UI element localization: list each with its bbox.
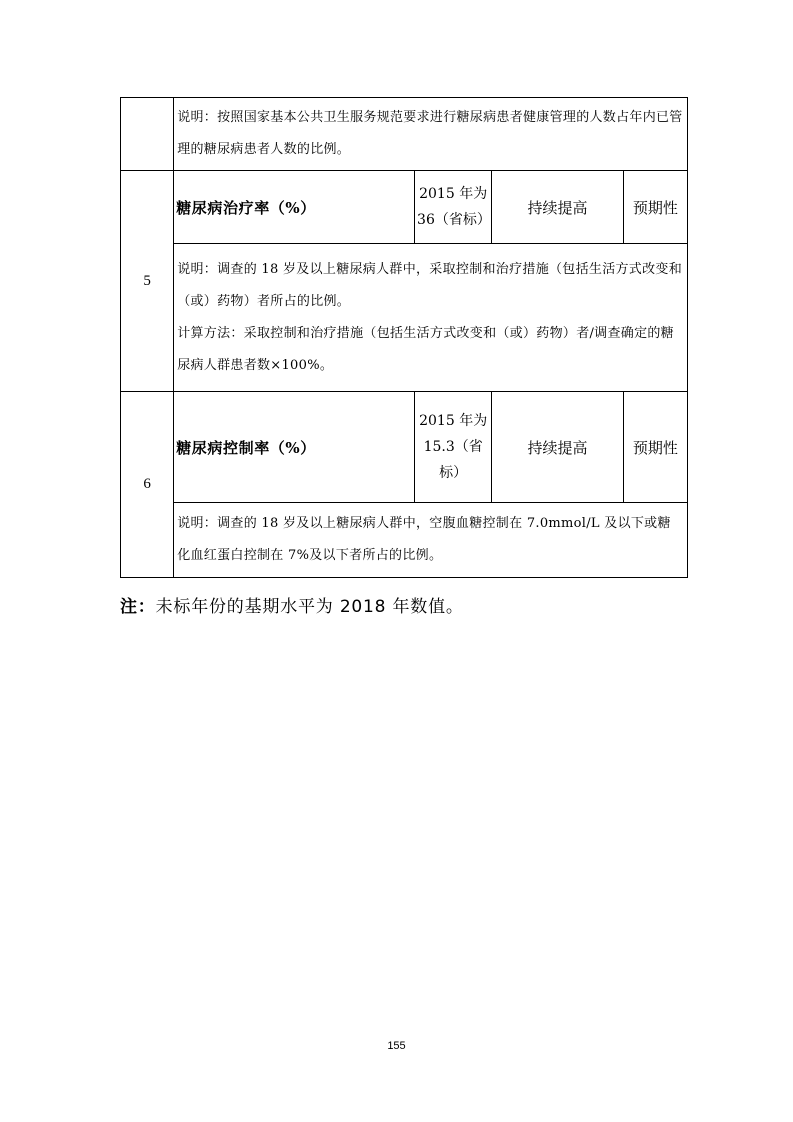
indicator-name: 糖尿病治疗率（%）: [174, 171, 415, 244]
table-row: [121, 392, 688, 503]
description-line: 计算方法：采取控制和治疗措施（包括生活方式改变和（或）药物）者/调查确定的糖尿病人群患者数×100%。: [177, 325, 674, 373]
footnote-text: 未标年份的基期水平为 2018 年数值。: [155, 597, 464, 617]
table-row: [121, 171, 688, 244]
indicator-name: 糖尿病控制率（%）: [174, 392, 415, 503]
indicator-baseline: 2015 年为 36（省标）: [415, 171, 492, 244]
row-description: [174, 503, 688, 578]
table-row: [121, 98, 688, 171]
description-line: 说明：按照国家基本公共卫生服务规范要求进行糖尿病患者健康管理的人数占年内已管理的糖尿病患者人数的比例。: [177, 110, 683, 157]
row-number: [121, 98, 174, 171]
indicator-table: [120, 97, 688, 578]
row-number: 6: [121, 392, 174, 578]
indicator-baseline: 2015 年为 15.3（省标）: [415, 392, 492, 503]
page-number: 155: [387, 1040, 406, 1052]
indicator-target: 持续提高: [492, 392, 623, 503]
indicator-type: 预期性: [623, 392, 687, 503]
indicator-type: 预期性: [623, 171, 687, 244]
table-row: [121, 503, 688, 578]
indicator-target: 持续提高: [492, 171, 623, 244]
row-description: [174, 244, 688, 392]
description-line: 说明：调查的 18 岁及以上糖尿病人群中，采取控制和治疗措施（包括生活方式改变和（或）药物）者所占的比例。: [177, 261, 682, 309]
description-line: 说明：调查的 18 岁及以上糖尿病人群中，空腹血糖控制在 7.0mmol/L 及以下或糖化血红蛋白控制在 7%及以下者所占的比例。: [177, 516, 671, 563]
row-description: [174, 98, 688, 171]
table-row: [121, 244, 688, 392]
footnote-label: 注：: [120, 597, 156, 617]
row-number: 5: [121, 171, 174, 392]
footnote: [120, 592, 464, 617]
